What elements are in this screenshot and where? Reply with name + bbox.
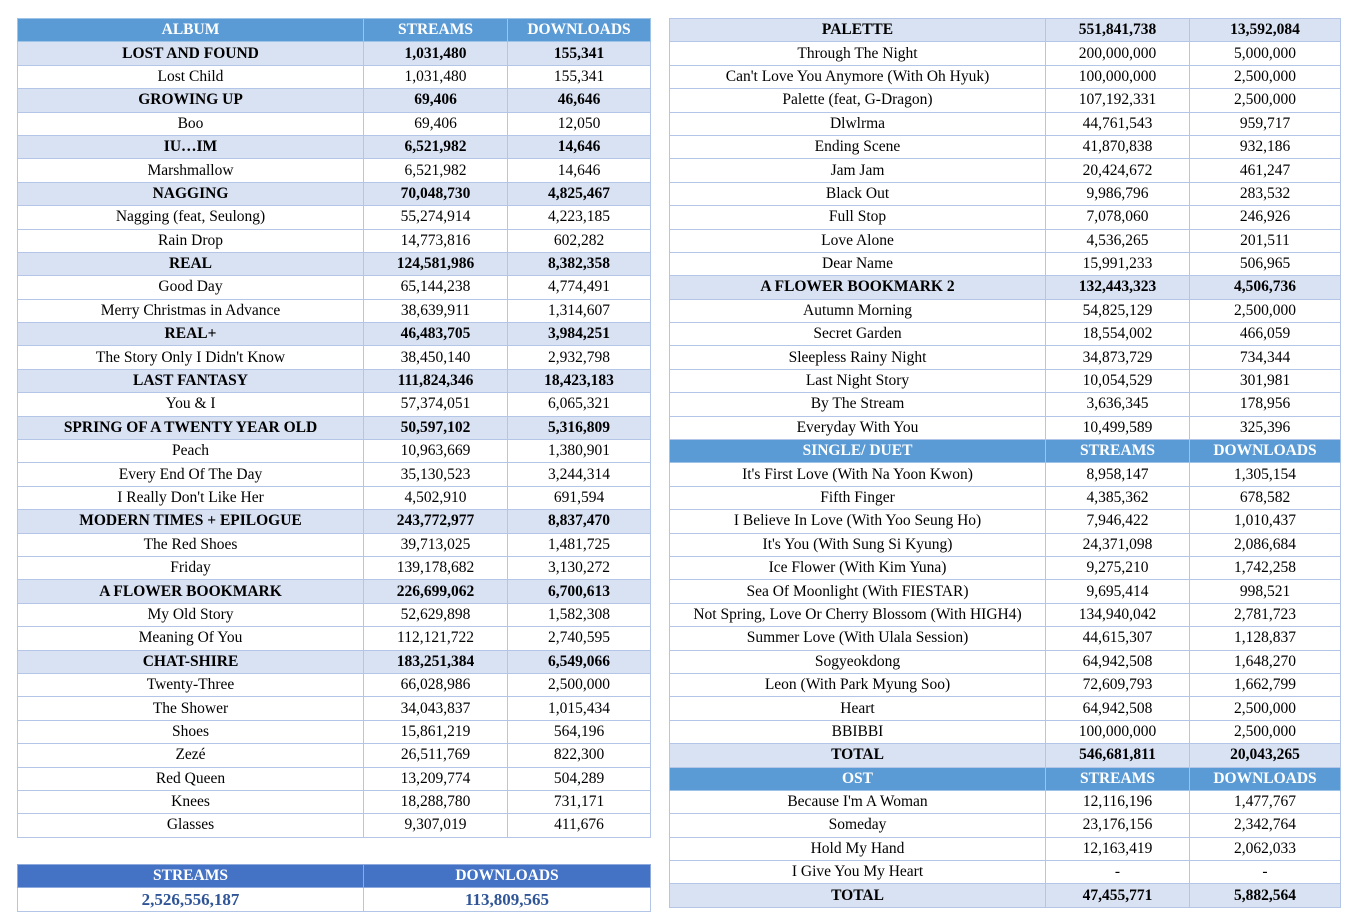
track-row: [18, 276, 651, 299]
title-cell: The Story Only I Didn't Know: [18, 346, 364, 369]
title-cell: Red Queen: [18, 767, 364, 790]
streams-cell: 64,942,508: [1046, 697, 1190, 720]
downloads-cell: -: [1190, 861, 1341, 884]
track-row: [18, 814, 651, 837]
downloads-cell: 998,521: [1190, 580, 1341, 603]
title-cell: SPRING OF A TWENTY YEAR OLD: [18, 416, 364, 439]
track-row: [18, 65, 651, 88]
title-cell: REAL: [18, 252, 364, 275]
title-cell: Dlwlrma: [670, 112, 1046, 135]
track-row: [670, 463, 1341, 486]
track-row: [18, 299, 651, 322]
downloads-cell: 4,774,491: [508, 276, 651, 299]
downloads-cell: 734,344: [1190, 346, 1341, 369]
streams-cell: 12,116,196: [1046, 790, 1190, 813]
title-cell: I Really Don't Like Her: [18, 486, 364, 509]
streams-cell: 6,521,982: [364, 135, 508, 158]
title-cell: Love Alone: [670, 229, 1046, 252]
track-row: [670, 89, 1341, 112]
track-row: [670, 861, 1341, 884]
streams-cell: 100,000,000: [1046, 720, 1190, 743]
title-cell: Knees: [18, 790, 364, 813]
streams-cell: 200,000,000: [1046, 42, 1190, 65]
streams-cell: 69,406: [364, 89, 508, 112]
title-cell: Nagging (feat, Seulong): [18, 206, 364, 229]
track-row: [670, 112, 1341, 135]
streams-cell: 26,511,769: [364, 744, 508, 767]
title-cell: Full Stop: [670, 206, 1046, 229]
track-row: [670, 697, 1341, 720]
title-cell: By The Stream: [670, 393, 1046, 416]
streams-cell: 9,695,414: [1046, 580, 1190, 603]
downloads-cell: 3,244,314: [508, 463, 651, 486]
downloads-cell: 2,086,684: [1190, 533, 1341, 556]
streams-cell: 4,536,265: [1046, 229, 1190, 252]
streams-cell: 55,274,914: [364, 206, 508, 229]
streams-cell: 57,374,051: [364, 393, 508, 416]
streams-cell: 18,554,002: [1046, 323, 1190, 346]
title-cell: Peach: [18, 440, 364, 463]
track-row: [18, 486, 651, 509]
downloads-cell: 2,500,000: [1190, 89, 1341, 112]
track-row: [670, 206, 1341, 229]
downloads-cell: 1,662,799: [1190, 673, 1341, 696]
title-cell: TOTAL: [670, 884, 1046, 907]
title-cell: Fifth Finger: [670, 486, 1046, 509]
title-cell: Through The Night: [670, 42, 1046, 65]
track-row: [18, 697, 651, 720]
title-cell: Marshmallow: [18, 159, 364, 182]
streams-cell: 139,178,682: [364, 556, 508, 579]
title-cell: Last Night Story: [670, 369, 1046, 392]
album-table: [17, 18, 651, 838]
track-row: [670, 627, 1341, 650]
track-row: [670, 650, 1341, 673]
downloads-cell: 12,050: [508, 112, 651, 135]
downloads-column-header: DOWNLOADS: [508, 19, 651, 42]
streams-cell: 546,681,811: [1046, 744, 1190, 767]
album-row: [18, 89, 651, 112]
album-column-header: ALBUM: [18, 19, 364, 42]
track-row: [670, 486, 1341, 509]
title-cell: Boo: [18, 112, 364, 135]
downloads-cell: 6,700,613: [508, 580, 651, 603]
downloads-cell: 1,015,434: [508, 697, 651, 720]
track-row: [18, 346, 651, 369]
track-row: [670, 580, 1341, 603]
streams-cell: 35,130,523: [364, 463, 508, 486]
downloads-cell: 731,171: [508, 790, 651, 813]
streams-cell: 132,443,323: [1046, 276, 1190, 299]
title-cell: The Shower: [18, 697, 364, 720]
downloads-cell: 8,382,358: [508, 252, 651, 275]
title-cell: Can't Love You Anymore (With Oh Hyuk): [670, 65, 1046, 88]
streams-cell: 13,209,774: [364, 767, 508, 790]
title-cell: SINGLE/ DUET: [670, 440, 1046, 463]
title-cell: You & I: [18, 393, 364, 416]
track-row: [670, 252, 1341, 275]
downloads-cell: 6,065,321: [508, 393, 651, 416]
track-row: [670, 42, 1341, 65]
streams-cell: 72,609,793: [1046, 673, 1190, 696]
track-row: [670, 299, 1341, 322]
downloads-cell: 3,130,272: [508, 556, 651, 579]
album-row: [18, 580, 651, 603]
title-cell: Glasses: [18, 814, 364, 837]
downloads-cell: 2,062,033: [1190, 837, 1341, 860]
downloads-cell: 283,532: [1190, 182, 1341, 205]
track-row: [18, 463, 651, 486]
album-row: [18, 135, 651, 158]
streams-cell: 124,581,986: [364, 252, 508, 275]
streams-cell: 64,942,508: [1046, 650, 1190, 673]
track-row: [18, 790, 651, 813]
streams-cell: 47,455,771: [1046, 884, 1190, 907]
streams-cell: 54,825,129: [1046, 299, 1190, 322]
track-row: [670, 416, 1341, 439]
streams-cell: 134,940,042: [1046, 603, 1190, 626]
track-row: [670, 346, 1341, 369]
title-cell: I Believe In Love (With Yoo Seung Ho): [670, 510, 1046, 533]
streams-column-header: STREAMS: [364, 19, 508, 42]
section-header-row: [670, 440, 1341, 463]
total-row: [670, 744, 1341, 767]
downloads-cell: 2,740,595: [508, 627, 651, 650]
downloads-cell: 325,396: [1190, 416, 1341, 439]
title-cell: Merry Christmas in Advance: [18, 299, 364, 322]
downloads-cell: 2,781,723: [1190, 603, 1341, 626]
streams-cell: 52,629,898: [364, 603, 508, 626]
downloads-cell: 959,717: [1190, 112, 1341, 135]
title-cell: LOST AND FOUND: [18, 42, 364, 65]
downloads-cell: 4,506,736: [1190, 276, 1341, 299]
streams-cell: 34,873,729: [1046, 346, 1190, 369]
track-row: [18, 603, 651, 626]
album-row: [670, 276, 1341, 299]
streams-cell: 12,163,419: [1046, 837, 1190, 860]
title-cell: Rain Drop: [18, 229, 364, 252]
track-row: [670, 182, 1341, 205]
streams-cell: 15,861,219: [364, 720, 508, 743]
streams-cell: 44,761,543: [1046, 112, 1190, 135]
title-cell: A FLOWER BOOKMARK 2: [670, 276, 1046, 299]
track-row: [18, 556, 651, 579]
track-row: [670, 229, 1341, 252]
track-row: [18, 112, 651, 135]
track-row: [670, 135, 1341, 158]
title-cell: MODERN TIMES + EPILOGUE: [18, 510, 364, 533]
downloads-cell: 178,956: [1190, 393, 1341, 416]
title-cell: Friday: [18, 556, 364, 579]
title-cell: PALETTE: [670, 19, 1046, 42]
downloads-cell: 932,186: [1190, 135, 1341, 158]
title-cell: OST: [670, 767, 1046, 790]
album-row: [18, 416, 651, 439]
downloads-cell: 822,300: [508, 744, 651, 767]
track-row: [670, 790, 1341, 813]
title-cell: REAL+: [18, 323, 364, 346]
album-table-header: [18, 19, 651, 42]
track-row: [18, 744, 651, 767]
streams-cell: 111,824,346: [364, 369, 508, 392]
downloads-cell: 678,582: [1190, 486, 1341, 509]
album-row: [18, 323, 651, 346]
title-cell: It's First Love (With Na Yoon Kwon): [670, 463, 1046, 486]
streams-cell: 112,121,722: [364, 627, 508, 650]
downloads-cell: 301,981: [1190, 369, 1341, 392]
downloads-cell: 1,742,258: [1190, 556, 1341, 579]
streams-cell: 70,048,730: [364, 182, 508, 205]
streams-cell: 107,192,331: [1046, 89, 1190, 112]
title-cell: BBIBBI: [670, 720, 1046, 743]
track-row: [670, 369, 1341, 392]
title-cell: Summer Love (With Ulala Session): [670, 627, 1046, 650]
streams-cell: 4,502,910: [364, 486, 508, 509]
streams-cell: 9,275,210: [1046, 556, 1190, 579]
title-cell: It's You (With Sung Si Kyung): [670, 533, 1046, 556]
track-row: [18, 440, 651, 463]
downloads-cell: 1,648,270: [1190, 650, 1341, 673]
streams-cell: 69,406: [364, 112, 508, 135]
downloads-cell: 8,837,470: [508, 510, 651, 533]
streams-cell: 20,424,672: [1046, 159, 1190, 182]
downloads-cell: 2,500,000: [1190, 697, 1341, 720]
downloads-cell: 46,646: [508, 89, 651, 112]
downloads-cell: 1,128,837: [1190, 627, 1341, 650]
downloads-cell: 3,984,251: [508, 323, 651, 346]
streams-cell: 100,000,000: [1046, 65, 1190, 88]
track-row: [18, 533, 651, 556]
total-streams-value: 2,526,556,187: [18, 888, 364, 911]
title-cell: I Give You My Heart: [670, 861, 1046, 884]
downloads-cell: 14,646: [508, 135, 651, 158]
downloads-cell: 506,965: [1190, 252, 1341, 275]
downloads-cell: 20,043,265: [1190, 744, 1341, 767]
album-row: [670, 19, 1341, 42]
album-row: [18, 650, 651, 673]
track-row: [670, 323, 1341, 346]
track-row: [670, 65, 1341, 88]
track-row: [670, 814, 1341, 837]
title-cell: A FLOWER BOOKMARK: [18, 580, 364, 603]
downloads-cell: 466,059: [1190, 323, 1341, 346]
streams-cell: 39,713,025: [364, 533, 508, 556]
title-cell: CHAT-SHIRE: [18, 650, 364, 673]
title-cell: Shoes: [18, 720, 364, 743]
streams-cell: 7,946,422: [1046, 510, 1190, 533]
streams-cell: 9,307,019: [364, 814, 508, 837]
downloads-cell: 2,932,798: [508, 346, 651, 369]
title-cell: Leon (With Park Myung Soo): [670, 673, 1046, 696]
title-cell: Black Out: [670, 182, 1046, 205]
streams-cell: STREAMS: [1046, 440, 1190, 463]
streams-cell: 4,385,362: [1046, 486, 1190, 509]
downloads-cell: 564,196: [508, 720, 651, 743]
title-cell: Not Spring, Love Or Cherry Blossom (With HIGH4): [670, 603, 1046, 626]
streams-cell: 66,028,986: [364, 673, 508, 696]
downloads-cell: 1,477,767: [1190, 790, 1341, 813]
streams-cell: 14,773,816: [364, 229, 508, 252]
streams-cell: 1,031,480: [364, 42, 508, 65]
total-downloads-label: DOWNLOADS: [364, 865, 651, 888]
downloads-cell: 155,341: [508, 42, 651, 65]
downloads-cell: 1,582,308: [508, 603, 651, 626]
track-row: [18, 159, 651, 182]
streams-cell: 46,483,705: [364, 323, 508, 346]
title-cell: Ending Scene: [670, 135, 1046, 158]
downloads-cell: 201,511: [1190, 229, 1341, 252]
title-cell: Ice Flower (With Kim Yuna): [670, 556, 1046, 579]
downloads-cell: 2,500,000: [1190, 720, 1341, 743]
title-cell: The Red Shoes: [18, 533, 364, 556]
title-cell: Good Day: [18, 276, 364, 299]
title-cell: Autumn Morning: [670, 299, 1046, 322]
streams-cell: 65,144,238: [364, 276, 508, 299]
streams-cell: 15,991,233: [1046, 252, 1190, 275]
title-cell: Hold My Hand: [670, 837, 1046, 860]
streams-cell: 7,078,060: [1046, 206, 1190, 229]
downloads-cell: 5,882,564: [1190, 884, 1341, 907]
title-cell: LAST FANTASY: [18, 369, 364, 392]
title-cell: Zezé: [18, 744, 364, 767]
downloads-cell: 1,314,607: [508, 299, 651, 322]
track-row: [670, 556, 1341, 579]
total-summary: [17, 864, 651, 912]
streams-cell: 3,636,345: [1046, 393, 1190, 416]
downloads-cell: 13,592,084: [1190, 19, 1341, 42]
title-cell: Someday: [670, 814, 1046, 837]
track-row: [670, 673, 1341, 696]
title-cell: Dear Name: [670, 252, 1046, 275]
track-row: [670, 510, 1341, 533]
total-streams-label: STREAMS: [18, 865, 364, 888]
streams-cell: 44,615,307: [1046, 627, 1190, 650]
title-cell: Jam Jam: [670, 159, 1046, 182]
track-row: [18, 393, 651, 416]
streams-cell: 226,699,062: [364, 580, 508, 603]
track-row: [18, 627, 651, 650]
downloads-cell: DOWNLOADS: [1190, 767, 1341, 790]
downloads-cell: 2,342,764: [1190, 814, 1341, 837]
title-cell: Meaning Of You: [18, 627, 364, 650]
streams-cell: 10,963,669: [364, 440, 508, 463]
downloads-cell: 14,646: [508, 159, 651, 182]
album-row: [18, 369, 651, 392]
streams-cell: 10,054,529: [1046, 369, 1190, 392]
title-cell: NAGGING: [18, 182, 364, 205]
track-row: [18, 673, 651, 696]
downloads-cell: 5,316,809: [508, 416, 651, 439]
streams-cell: 8,958,147: [1046, 463, 1190, 486]
downloads-cell: 18,423,183: [508, 369, 651, 392]
title-cell: Every End Of The Day: [18, 463, 364, 486]
streams-cell: 183,251,384: [364, 650, 508, 673]
track-row: [18, 229, 651, 252]
downloads-cell: 2,500,000: [508, 673, 651, 696]
title-cell: TOTAL: [670, 744, 1046, 767]
track-row: [670, 159, 1341, 182]
title-cell: Heart: [670, 697, 1046, 720]
title-cell: Twenty-Three: [18, 673, 364, 696]
downloads-cell: 155,341: [508, 65, 651, 88]
track-row: [18, 206, 651, 229]
downloads-cell: 461,247: [1190, 159, 1341, 182]
downloads-cell: DOWNLOADS: [1190, 440, 1341, 463]
title-cell: Because I'm A Woman: [670, 790, 1046, 813]
total-row: [670, 884, 1341, 907]
streams-cell: 551,841,738: [1046, 19, 1190, 42]
streams-cell: 9,986,796: [1046, 182, 1190, 205]
track-row: [670, 720, 1341, 743]
track-row: [670, 837, 1341, 860]
streams-cell: 41,870,838: [1046, 135, 1190, 158]
title-cell: GROWING UP: [18, 89, 364, 112]
album-row: [18, 510, 651, 533]
album-row: [18, 182, 651, 205]
track-row: [670, 393, 1341, 416]
section-header-row: [670, 767, 1341, 790]
downloads-cell: 4,223,185: [508, 206, 651, 229]
downloads-cell: 246,926: [1190, 206, 1341, 229]
streams-cell: 243,772,977: [364, 510, 508, 533]
streams-cell: -: [1046, 861, 1190, 884]
track-row: [670, 533, 1341, 556]
downloads-cell: 2,500,000: [1190, 299, 1341, 322]
downloads-cell: 4,825,467: [508, 182, 651, 205]
downloads-cell: 1,305,154: [1190, 463, 1341, 486]
title-cell: My Old Story: [18, 603, 364, 626]
downloads-cell: 5,000,000: [1190, 42, 1341, 65]
downloads-cell: 2,500,000: [1190, 65, 1341, 88]
track-row: [18, 767, 651, 790]
title-cell: Secret Garden: [670, 323, 1046, 346]
title-cell: Sogyeokdong: [670, 650, 1046, 673]
streams-cell: 6,521,982: [364, 159, 508, 182]
streams-cell: STREAMS: [1046, 767, 1190, 790]
album-table-continued: [669, 18, 1341, 908]
streams-cell: 34,043,837: [364, 697, 508, 720]
title-cell: IU…IM: [18, 135, 364, 158]
downloads-cell: 6,549,066: [508, 650, 651, 673]
downloads-cell: 504,289: [508, 767, 651, 790]
track-row: [18, 720, 651, 743]
streams-cell: 50,597,102: [364, 416, 508, 439]
track-row: [670, 603, 1341, 626]
title-cell: Sleepless Rainy Night: [670, 346, 1046, 369]
streams-cell: 10,499,589: [1046, 416, 1190, 439]
title-cell: Palette (feat, G-Dragon): [670, 89, 1046, 112]
streams-cell: 38,639,911: [364, 299, 508, 322]
downloads-cell: 411,676: [508, 814, 651, 837]
streams-cell: 24,371,098: [1046, 533, 1190, 556]
album-row: [18, 252, 651, 275]
album-row: [18, 42, 651, 65]
downloads-cell: 691,594: [508, 486, 651, 509]
streams-cell: 38,450,140: [364, 346, 508, 369]
streams-cell: 18,288,780: [364, 790, 508, 813]
downloads-cell: 1,380,901: [508, 440, 651, 463]
downloads-cell: 602,282: [508, 229, 651, 252]
total-downloads-value: 113,809,565: [364, 888, 651, 911]
title-cell: Everyday With You: [670, 416, 1046, 439]
title-cell: Sea Of Moonlight (With FIESTAR): [670, 580, 1046, 603]
streams-cell: 23,176,156: [1046, 814, 1190, 837]
streams-cell: 1,031,480: [364, 65, 508, 88]
title-cell: Lost Child: [18, 65, 364, 88]
downloads-cell: 1,010,437: [1190, 510, 1341, 533]
downloads-cell: 1,481,725: [508, 533, 651, 556]
